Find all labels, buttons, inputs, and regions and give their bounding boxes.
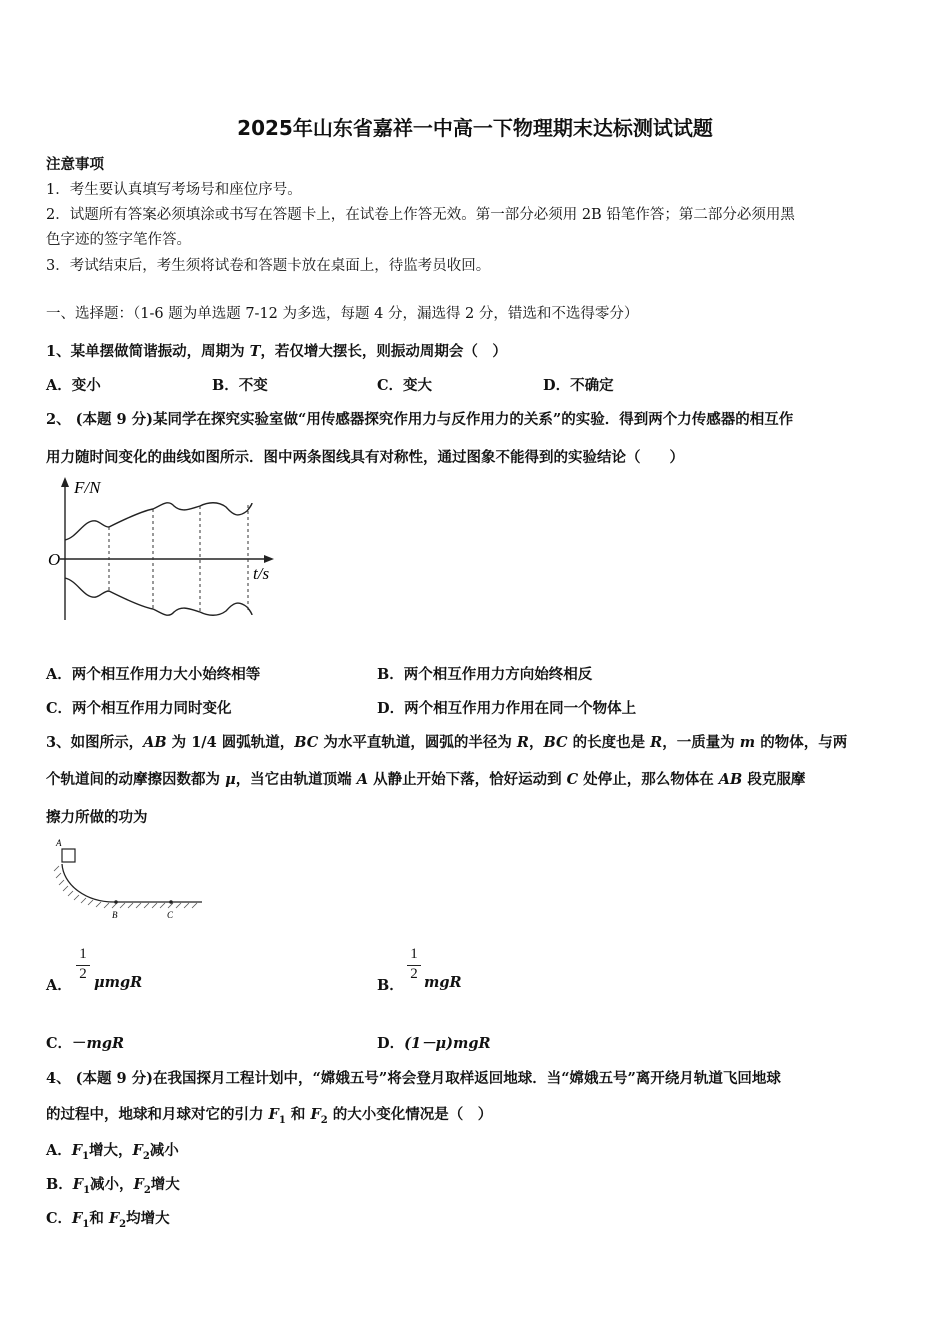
q4-text: 增大， [89,1142,133,1159]
q3-option-d-expression: (1－μ)mgR [404,1035,491,1052]
q1-option-b: B．不变 [212,377,268,394]
q2-option-d: D．两个相互作用力作用在同一个物体上 [377,700,637,717]
notice-item-2: 2．试题所有答案必须填涂或书写在答题卡上，在试卷上作答无效。第一部分必须用 2B 铅笔作答；第二部分必须用黑 [46,207,795,223]
subscript: 1 [82,1150,90,1162]
q3-option-a-label: A． [46,977,72,994]
q3-symbol: AB [143,734,167,751]
notice-item-1: 1．考生要认真填写考场号和座位序号。 [46,182,302,198]
q4-text: 均增大 [126,1210,170,1227]
q1-period-symbol: T [249,343,261,360]
subscript: 1 [83,1184,91,1196]
q3-stem-line1 [46,731,847,752]
force-symbol: F [72,1210,83,1227]
q2-option-c: C．两个相互作用力同时变化 [46,700,232,717]
graph-y-label: F/N [74,478,101,497]
notice-heading: 注意事项 [46,156,104,173]
q3-text: 为 1/4 圆弧轨道， [166,734,295,751]
graph-x-arrow [264,555,274,563]
q4-text: 的大小变化情况是（ ） [332,1106,493,1123]
track-figure [50,836,220,926]
fraction-numerator: 1 [410,946,418,962]
graph-origin: O [48,550,61,569]
q3-option-d [377,1032,491,1053]
track-surface [62,864,202,902]
q3-text: 段克服摩 [742,771,806,788]
q3-symbol: μ [225,771,236,788]
q4-text: 减小 [149,1142,179,1159]
q3-text: 从静止开始下落，恰好运动到 [368,771,567,788]
q4-stem-line2 [46,1103,492,1126]
q1-stem-text: 1、某单摆做简谐振动，周期为 [46,343,250,360]
q1-option-a: A．变小 [46,377,101,394]
q4-stem-line1: 4、 (本题 9 分)在我国探月工程计划中，“嫦娥五号”将会登月取样返回地球．当“嫦娥五号”离开绕月轨道飞回地球 [46,1070,781,1087]
point-b-marker [114,900,118,904]
q4-text: 减小， [90,1176,134,1193]
q4-option-label: A． [46,1142,72,1159]
q2-stem-line2: 用力随时间变化的曲线如图所示．图中两条图线具有对称性，通过图象不能得到的实验结论（ ） [46,449,684,466]
q1-stem-end: ，若仅增大摆长，则振动周期会（ ） [260,343,507,360]
point-c-marker [169,900,173,904]
q3-option-a-expression: μmgR [94,974,143,991]
q3-text: 的长度也是 [567,734,651,751]
q3-stem-line3: 擦力所做的功为 [46,809,148,826]
q2-option-a: A．两个相互作用力大小始终相等 [46,666,261,683]
q3-text: 个轨道间的动摩擦因数都为 [46,771,226,788]
force-time-graph [40,475,280,635]
fraction-denominator: 2 [76,965,90,983]
q4-text: 增大 [150,1176,180,1193]
section-heading: 一、选择题：（1-6 题为单选题 7-12 为多选，每题 4 分，漏选得 2 分，错选和不选得零分） [46,306,639,322]
q3-option-c-expression: mgR [86,1035,125,1052]
q3-symbol: R [650,734,663,751]
force-symbol: F [72,1176,84,1193]
subscript: 2 [119,1218,127,1230]
q4-text: 和 [89,1210,109,1227]
q3-symbol: R [516,734,529,751]
graph-y-arrow [61,477,69,487]
q3-text: 3、如图所示， [46,734,144,751]
q1-option-c: C．变大 [377,377,433,394]
q3-text: ， [528,734,544,751]
q4-option-c [46,1207,170,1230]
q3-symbol: BC [294,734,319,751]
graph-upper-curve [65,503,252,540]
q3-option-b-fraction [407,946,421,983]
q4-option-label: C． [46,1210,73,1227]
force-symbol: F [310,1106,321,1123]
q1-stem [46,340,507,361]
graph-lower-curve [65,578,252,615]
subscript: 2 [142,1150,150,1162]
q3-text: ，当它由轨道顶端 [235,771,357,788]
subscript: 1 [278,1114,286,1126]
q3-option-c-label: C．－ [46,1035,87,1052]
q3-option-c [46,1032,124,1053]
q4-option-label: B． [46,1176,73,1193]
force-symbol: F [108,1210,120,1227]
q3-text: 处停止，那么物体在 [578,771,719,788]
force-symbol: F [132,1142,143,1159]
fraction-denominator: 2 [407,965,421,983]
track-label-c: C [167,910,174,920]
force-symbol: F [133,1176,144,1193]
q2-option-b: B．两个相互作用力方向始终相反 [377,666,593,683]
notice-item-3: 3．考试结束后，考生须将试卷和答题卡放在桌面上，待监考员收回。 [46,258,491,274]
q3-symbol: C [566,771,579,788]
q3-option-d-label: D． [377,1035,405,1052]
q4-text: 和 [290,1106,311,1123]
q4-option-b [46,1173,180,1196]
q3-stem-line2 [46,768,805,789]
track-label-b: B [112,910,118,920]
subscript: 2 [320,1114,328,1126]
notice-item-2-cont: 色字迹的签字笔作答。 [46,232,191,248]
force-symbol: F [268,1106,279,1123]
q3-text: ，一质量为 [662,734,740,751]
q3-option-a-fraction [76,946,90,983]
q3-symbol: AB [718,771,743,788]
track-block [62,849,75,862]
fraction-numerator: 1 [79,946,87,962]
q1-option-d: D．不确定 [543,377,614,394]
q3-symbol: BC [543,734,568,751]
q4-text: 的过程中，地球和月球对它的引力 [46,1106,269,1123]
q3-text: 为水平直轨道，圆弧的半径为 [318,734,517,751]
q4-option-a [46,1139,179,1162]
q3-option-b-expression: mgR [424,974,462,991]
subscript: 1 [82,1218,90,1230]
graph-x-label: t/s [253,564,270,583]
track-label-a: A [56,838,62,848]
q2-stem-line1: 2、 (本题 9 分)某同学在探究实验室做“用传感器探究作用力与反作用力的关系”的实验．得到两个力传感器的相互作 [46,411,794,428]
q3-symbol: A [356,771,369,788]
subscript: 2 [143,1184,151,1196]
q3-symbol: m [739,734,756,751]
force-symbol: F [71,1142,83,1159]
q3-option-b-label: B． [377,977,404,994]
page-title: 2025年山东省嘉祥一中高一下物理期末达标测试试题 [237,116,713,140]
q3-text: 的物体，与两 [755,734,848,751]
